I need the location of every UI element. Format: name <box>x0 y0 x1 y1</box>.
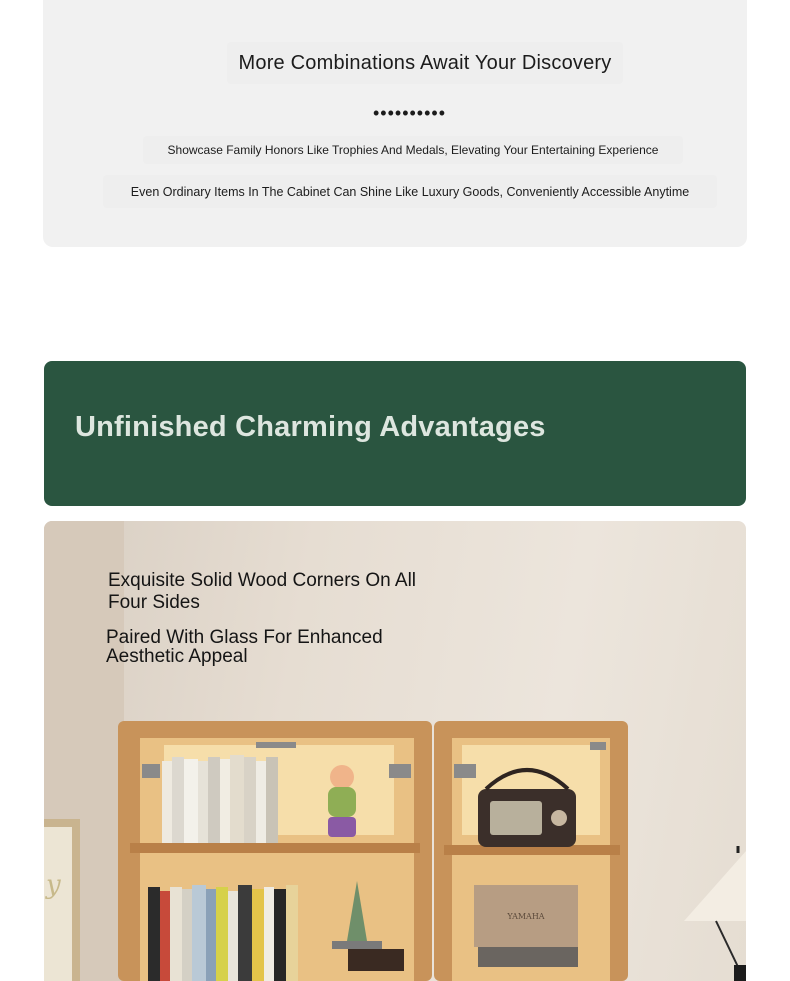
cabinet-feature-image <box>44 521 746 981</box>
advantages-banner <box>44 361 746 506</box>
advantages-title: Unfinished Charming Advantages <box>75 411 546 443</box>
combinations-line-trophies: Showcase Family Honors Like Trophies And Medals, Elevating Your Entertaining Experience <box>143 136 683 164</box>
left-cabinet <box>118 721 432 981</box>
combinations-card <box>43 0 747 247</box>
combinations-line-luxury: Even Ordinary Items In The Cabinet Can Shine Like Luxury Goods, Conveniently Accessible Anytime <box>103 175 717 208</box>
lamp-base <box>734 965 746 981</box>
picture-script: y <box>46 870 61 900</box>
feature-heading-glass: Paired With Glass For Enhanced Aesthetic Appeal <box>106 627 383 667</box>
picture-canvas <box>44 827 72 981</box>
decorative-dots: •••••••••• <box>373 103 447 123</box>
radio-brand-label: YAMAHA <box>507 912 545 921</box>
lamp-arm <box>716 921 740 971</box>
lamp-shade <box>684 851 746 921</box>
combinations-title: More Combinations Await Your Discovery <box>227 42 623 84</box>
right-cabinet <box>434 721 628 981</box>
feature-heading-wood-corners: Exquisite Solid Wood Corners On All Four Sides <box>108 570 417 613</box>
